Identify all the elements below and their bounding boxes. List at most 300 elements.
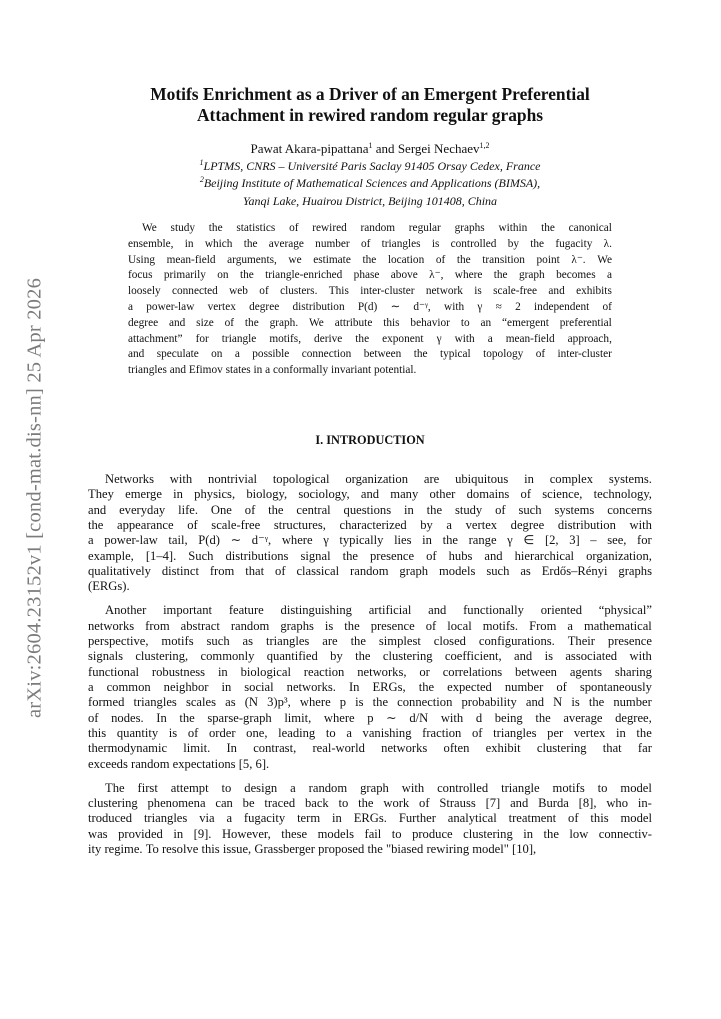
word: tail, [168,533,188,548]
word: that [602,741,622,756]
word: of [568,811,579,826]
word: and [510,796,529,811]
word: qualitatively [88,564,151,579]
abstract-line [128,332,612,348]
word: produce [412,826,453,841]
word: life. [178,502,199,517]
word: where [323,710,355,725]
paragraph-line [88,796,652,811]
word: closed [433,634,466,649]
word: in [253,364,266,377]
word: exponent [382,332,424,345]
word: a [88,680,94,695]
word: of [275,564,286,579]
word: ∼ [386,710,397,725]
word: vertex [207,300,236,313]
word: [1–4]. [145,548,177,563]
word: expected [447,680,492,695]
word: random [360,222,396,234]
word: mean-field [505,332,555,345]
word: and [548,285,565,298]
paragraph-line [88,741,652,756]
word: is [355,695,364,710]
word: regime. [104,842,146,857]
word: the [239,269,254,282]
word: exhibit [485,741,521,756]
word: triangle-enriched [265,269,343,282]
word: number [613,695,652,710]
word: with [454,332,475,345]
word: is [324,618,334,633]
word: [7] [485,796,501,811]
arxiv-identifier-text: arXiv:2604.23152v1 [cond-mat.dis-nn] 25 Apr 2026 [23,277,46,719]
word: treatment [508,811,557,826]
paragraph-line [88,842,652,857]
word: networks [381,741,428,756]
word: degree [249,300,280,313]
word: [8], [578,796,597,811]
author-name: Pawat Akara-pipattana [250,141,369,156]
word: clustering [88,796,138,811]
word: presence [607,634,652,649]
word: power-law [146,300,195,313]
word: and [484,548,503,563]
word: sparse-graph [207,710,272,725]
word: the [344,618,360,633]
word: perspective, [88,634,149,649]
word: γ [436,332,442,345]
word: the [541,222,555,234]
word: the [179,710,195,725]
word: and [360,487,380,502]
word: Such [188,548,214,563]
word: controlled [437,780,489,795]
word: in [173,487,183,502]
word: We [142,222,157,234]
word: leading [278,726,316,741]
word: systems [554,502,595,517]
word: However, [221,826,271,841]
word: with [401,780,425,795]
word: with [440,710,464,725]
word: the [418,680,435,695]
paragraph-line [88,711,652,726]
word: derive [314,332,343,345]
word: biological [240,664,291,679]
word: models [439,564,476,579]
word: of [224,316,235,329]
word: network [425,285,463,298]
word: average [563,710,603,725]
word: where [281,533,313,548]
abstract-line [128,316,612,332]
word: and [88,502,107,517]
word: from [145,618,170,633]
word: rewiring [426,842,473,857]
word: formed [88,695,125,710]
word: λ⁻. [571,253,586,266]
word: neighbor [163,680,209,695]
paragraph [88,472,652,595]
word: quantified [266,649,318,664]
abstract-line [128,363,612,379]
word: In [348,680,360,695]
word: networks [88,618,135,633]
word: We [309,316,324,329]
word: this [383,316,400,329]
word: see, [607,533,627,548]
word: signal [300,548,331,563]
word: model" [472,842,513,857]
paragraph-line [88,665,652,680]
word: In [156,710,167,725]
word: number [315,237,350,250]
word: concerns [607,502,652,517]
word: work [383,796,410,811]
word: physics, [194,487,236,502]
word: be [242,796,255,811]
word: – [590,533,597,548]
abstract-line [128,300,612,316]
word: sharing [614,664,652,679]
word: everyday [119,502,166,517]
word: triangle [221,332,257,345]
abstract-line [128,268,612,284]
word: in [524,472,534,486]
word: organization [345,472,409,486]
word: ≈ [495,300,502,313]
abstract-line [128,221,612,237]
word: vertex [573,726,606,741]
word: organization, [586,548,652,563]
word: motifs [552,780,585,795]
arxiv-identifier-stamp [20,248,50,748]
word: 3)p³, [267,695,291,710]
word: appearance [116,518,174,533]
word: ensemble, [128,237,174,250]
word: the [442,533,458,548]
word: Strauss [439,796,476,811]
word: random [131,756,173,771]
word: point [536,253,560,266]
word: a [226,811,233,826]
word: the [543,826,559,841]
word: potential. [374,364,417,377]
word: “physical” [598,603,652,618]
word: probability [461,695,517,710]
title-line: Attachment in rewired random regular graphs [196,105,544,125]
word: in [221,680,232,695]
word: back [304,796,329,811]
word: agents [569,664,603,679]
word: (ERGs). [88,579,130,594]
word: in [173,826,184,841]
word: of [187,726,199,741]
word: where [454,269,483,282]
word: within [498,222,528,234]
word: in [184,237,194,250]
word: artificial [368,603,412,618]
paragraph-line [88,533,652,548]
word: conformally [273,364,332,377]
word: who [606,796,629,811]
word: exhibits [576,285,612,298]
word: distinguishing [280,603,352,618]
word: in [404,502,414,517]
abstract-line [128,237,612,253]
word: the [88,518,104,533]
word: local [447,618,472,633]
word: commonly [200,649,255,664]
word: and [428,603,447,618]
word: a [290,780,296,795]
word: other [429,487,456,502]
word: a [346,726,352,741]
word: are [423,472,440,486]
word: distribution [292,300,345,313]
word: regular [408,222,441,234]
word: of [360,237,371,250]
word: the [426,502,443,517]
word: lies [394,533,412,548]
word: technology, [593,487,652,502]
word: of [425,618,437,633]
word: with [629,649,652,664]
word: triangles [493,726,537,741]
word: far [637,741,652,756]
word: in [422,533,432,548]
word: arguments, [227,253,277,266]
word: connection [301,348,352,361]
word: Another [105,603,147,618]
word: functional [88,664,140,679]
word: nontrivial [208,472,257,486]
word: feature [228,603,264,618]
word: networks. [286,680,336,695]
word: Further [398,811,436,826]
word: random [230,618,270,633]
word: triangles [381,237,421,250]
word: of [259,285,269,298]
word: canonical [568,222,612,234]
word: the [362,253,377,266]
word: between [515,664,557,679]
paragraph-line [88,726,652,741]
word: Burda [538,796,569,811]
word: power-law [104,533,158,548]
word: of [602,300,612,313]
word: in [217,664,228,679]
word: "biased [385,842,427,857]
word: rewired [312,222,347,234]
word: functionally [463,603,524,618]
word: graph [360,780,389,795]
word: γ [477,300,483,313]
word: γ [323,533,329,548]
word: exceeds [88,756,132,771]
word: “emergent [502,316,549,329]
word: λ⁻, [429,269,444,282]
word: with [444,300,465,313]
word: independent [534,300,590,313]
word: N [553,695,563,710]
word: first [137,780,158,795]
word: the [456,253,471,266]
word: complex [549,472,594,486]
word: distinct [161,564,199,579]
word: states [225,364,254,377]
word: the [355,649,371,664]
word: behavior [410,316,450,329]
word: in [332,811,342,826]
word: to [391,826,402,841]
word: for [195,332,209,345]
word: systems. [608,472,652,486]
affiliation-text: Beijing Institute of Mathematical Sciences and Applications (BIMSA), [203,176,541,191]
word: [10], [512,842,537,857]
word: model [620,811,652,826]
word: loosely [128,285,161,298]
word: spontaneously [579,680,652,695]
word: typical [439,348,471,361]
paragraph-line [88,811,652,826]
word: triangles [128,364,170,377]
word: degree [128,316,159,329]
word: a [487,332,493,345]
word: d⁻ᵞ, [413,300,431,313]
word: characterized [339,518,407,533]
word: central [296,502,331,517]
paragraph-line [88,603,652,618]
word: domains [466,487,510,502]
paragraph [88,603,652,772]
word: to [597,780,608,795]
word: distributions [225,548,289,563]
word: sociology, [298,487,350,502]
affiliation-text: LPTMS, CNRS – Université Paris Saclay 91405 Orsay Cedex, France [203,159,541,173]
word: distribution [557,518,616,533]
word: the [636,726,652,741]
word: as [225,695,236,710]
word: From [529,618,557,633]
word: order [208,726,236,741]
word: or [419,664,430,679]
word: the [372,695,389,710]
word: number [504,680,544,695]
word: connected [171,285,218,298]
word: [5, [238,756,256,771]
word: one, [246,726,268,741]
word: graph [518,269,545,282]
word: study [454,502,483,517]
word: traced [264,796,296,811]
word: study [170,222,196,234]
word: triangles [133,695,177,710]
paragraph-line [88,503,652,518]
word: quantity [116,726,159,741]
word: which [204,237,233,250]
word: triangles [265,634,310,649]
word: primarily [163,269,206,282]
word: They [88,487,114,502]
word: ERGs. [353,811,387,826]
word: vertex [465,518,498,533]
word: a [265,364,273,377]
word: on [211,348,223,361]
affiliation-mark: 2 [199,175,204,185]
word: connection [397,695,453,710]
word: limit, [284,710,312,725]
abstract-line [128,253,612,269]
word: structures, [273,518,326,533]
word: hierarchical [514,548,575,563]
author-list [88,141,652,157]
word: ∈ [523,533,535,548]
word: troduced [88,811,133,826]
word: is [431,237,440,250]
word: the [493,269,508,282]
word: of [289,222,299,234]
author-affiliation-mark: 1,2 [479,141,490,150]
word: presence [370,548,415,563]
abstract-line [128,347,612,363]
word: random [308,780,348,795]
section-heading-introduction: I. INTRODUCTION [315,433,425,447]
word: To [145,842,162,857]
word: ubiquitous [455,472,509,486]
word: such [486,564,510,579]
word: phenomena [147,796,206,811]
word: speculate [156,348,199,361]
word: are [322,634,338,649]
word: where [299,695,331,710]
word: the [588,695,605,710]
word: is [168,726,178,741]
word: a [128,300,134,313]
word: p [339,695,347,710]
word: that [245,564,265,579]
word: robustness [151,664,206,679]
word: resolve [161,842,202,857]
word: between [363,348,402,361]
word: Erdős–Rényi [541,564,608,579]
word: clusters. [280,285,318,298]
word: topology [483,348,524,361]
word: γ [507,533,513,548]
word: This [328,285,349,298]
word: degree, [615,710,652,725]
word: estimate [313,253,351,266]
paragraph-line [88,549,652,564]
word: P(d) [198,533,220,548]
word: ∼ [390,300,401,313]
word: becomes [556,269,596,282]
word: in [615,726,626,741]
word: models [317,826,355,841]
word: In [226,741,237,756]
paragraph-line [88,680,652,695]
word: of [535,348,546,361]
word: is [571,695,580,710]
word: and [169,364,189,377]
paragraph-line [88,564,652,579]
word: and [514,649,533,664]
word: for [637,533,652,548]
word: the [367,842,386,857]
word: of [435,253,446,266]
paragraph-line [88,472,652,487]
word: such [206,634,230,649]
